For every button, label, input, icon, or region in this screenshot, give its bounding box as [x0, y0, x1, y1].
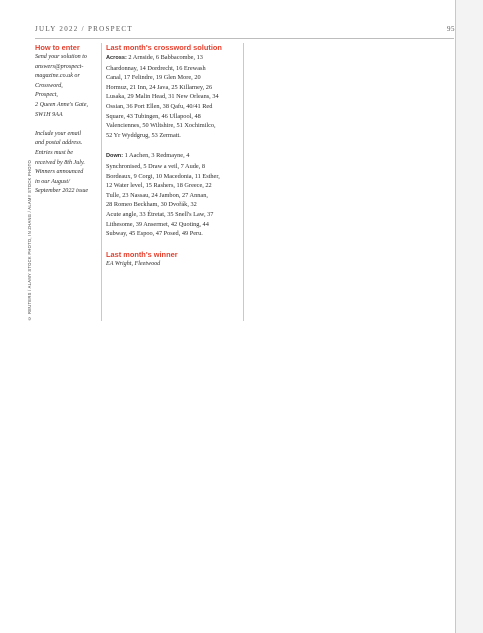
- across-line: Canal, 17 Felindre, 19 Glen More, 20: [106, 74, 201, 82]
- across-line: Chardonnay, 14 Dordrecht, 16 Erewash: [106, 64, 206, 72]
- down-line: 12 Water level, 15 Rashers, 18 Greece, 22: [106, 182, 212, 190]
- entry-address: [35, 53, 98, 120]
- running-head-title: JULY 2022 / PROSPECT: [35, 25, 133, 33]
- across-line: Lusaka, 29 Malin Head, 31 New Orleans, 34: [106, 93, 219, 101]
- across-line: Square, 43 Tubingen, 46 Ullapool, 48: [106, 112, 201, 120]
- column-divider-right: [243, 43, 244, 321]
- down-line: Lithesome, 39 Ansermet, 42 Quoting, 44: [106, 220, 209, 228]
- down-line: 28 Romeo Beckham, 30 Dvořák, 32: [106, 201, 197, 209]
- across-label: Across:: [106, 55, 127, 61]
- instruction-line: September 2022 issue: [35, 188, 89, 195]
- running-head: [35, 25, 455, 33]
- down-line: Subway, 45 Espoo, 47 Posed, 49 Peru.: [106, 230, 203, 238]
- across-line: Valenciennes, 50 Wiltshire, 51 Xochimilco,: [106, 122, 216, 130]
- instruction-line: Winners announced: [35, 169, 84, 176]
- instruction-line: Entries must be: [35, 149, 73, 156]
- down-solutions: [106, 151, 239, 238]
- across-solutions: [106, 53, 239, 140]
- down-line: Synchronised, 5 Draw a veil, 7 Aude, 8: [106, 162, 205, 170]
- address-line: magazine.co.uk or: [35, 73, 80, 80]
- address-line: SW1H 9AA: [35, 111, 63, 118]
- instruction-line: Include your email: [35, 130, 82, 137]
- instruction-line: received by 8th July.: [35, 159, 85, 166]
- instruction-line: in our August/: [35, 178, 70, 185]
- down-line: Tulle, 23 Nassau, 24 Jambon, 27 Annan,: [106, 191, 208, 199]
- solution-heading: Last month's crossword solution: [106, 43, 222, 52]
- down-label: Down:: [106, 153, 124, 160]
- down-line: Down: 1 Aachen, 3 Redmayne, 4: [106, 152, 190, 160]
- header-rule: [35, 38, 454, 39]
- address-line: Prospect,: [35, 92, 58, 99]
- address-line: answers@prospect-: [35, 63, 84, 70]
- column-divider-left: [101, 43, 102, 321]
- page-number: 95: [447, 25, 455, 33]
- address-line: 2 Queen Anne's Gate,: [35, 101, 88, 108]
- across-line: Ossian, 36 Port Ellen, 38 Qafu, 40/41 Red: [106, 102, 213, 110]
- page-edge: [455, 0, 483, 633]
- winner-name: EA Wright, Fleetwood: [106, 260, 161, 267]
- address-line: Crossword,: [35, 82, 63, 89]
- down-line: Bordeaux, 9 Corgi, 10 Macedonia, 11 Esther,: [106, 172, 220, 180]
- winner-heading: Last month's winner: [106, 249, 178, 259]
- how-to-enter-heading: How to enter: [35, 43, 80, 52]
- solution-column: [106, 43, 239, 269]
- entry-instructions: [35, 130, 98, 197]
- across-line: Across: 2 Arnside, 6 Babbacombe, 13: [106, 54, 203, 61]
- instruction-line: and postal address.: [35, 140, 83, 147]
- photo-credit: © REUTERS / ALAMY STOCK PHOTO, IN ZHANG / ALAMY STOCK PHOTO: [27, 160, 32, 321]
- how-to-enter-column: [35, 43, 98, 197]
- address-line: Send your solution to: [35, 54, 87, 60]
- across-line: 52 Yr Wyddgrug, 53 Zermatt.: [106, 131, 181, 139]
- across-line: Hormuz, 21 Inn, 24 Java, 25 Killarney, 26: [106, 83, 213, 91]
- down-line: Acute angle, 33 Étretat, 35 Snell's Law, 37: [106, 210, 214, 218]
